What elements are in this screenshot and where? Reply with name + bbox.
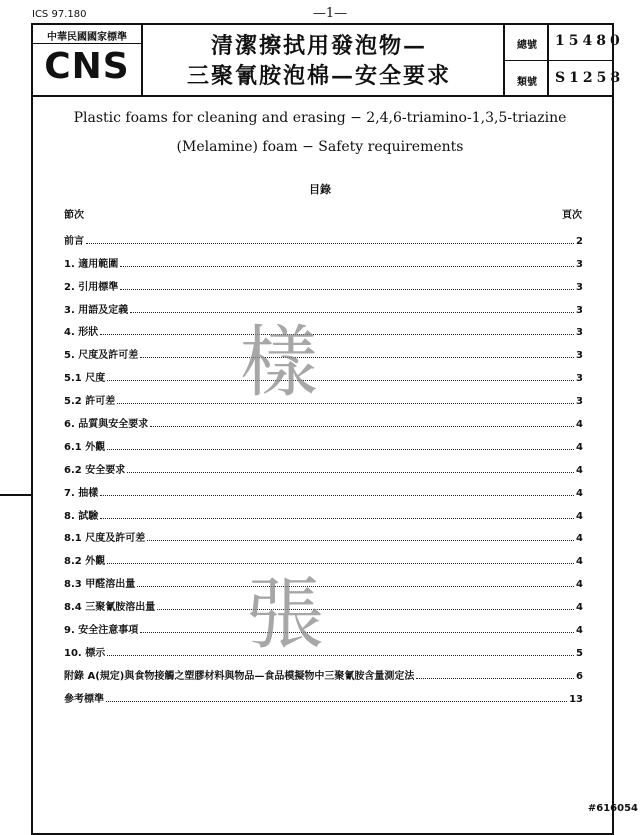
toc-entry-page: 3: [576, 304, 583, 316]
toc-entry-title: 8. 試驗: [64, 510, 99, 522]
toc-row: [64, 338, 583, 361]
toc-leader-dots: [107, 655, 574, 656]
watermark-char-2: 張: [246, 570, 325, 660]
toc-entry-page: 5: [576, 647, 583, 659]
toc-row: [64, 247, 583, 270]
class-no: S1258: [555, 70, 625, 86]
toc-entry-title: 7. 抽樣: [64, 487, 99, 499]
header-divider: [33, 95, 612, 97]
toc-row: [64, 270, 583, 293]
title-zh-line1: 清潔擦拭用發泡物—: [210, 33, 427, 59]
toc-col-section: 節次: [64, 210, 84, 221]
toc-row: [64, 407, 583, 430]
toc-entry-title: 9. 安全注意事項: [64, 625, 139, 637]
toc-row: [64, 316, 583, 339]
toc-row: [64, 476, 583, 499]
toc-entry-page: 2: [576, 235, 583, 247]
toc-entry-title: 8.1 尺度及許可差: [64, 533, 146, 545]
toc-leader-dots: [100, 518, 574, 519]
toc-entry-title: 1. 適用範圍: [64, 258, 119, 270]
page-number: —1—: [312, 6, 348, 21]
title-en-line1: Plastic foams for cleaning and erasing − 2,4,6-triamino-1,3,5-triazine: [73, 110, 567, 126]
toc-row: [64, 361, 583, 384]
toc-entry-page: 4: [576, 556, 583, 568]
cns-logo: CNS: [44, 46, 130, 87]
toc-entry-title: 5. 尺度及許可差: [64, 350, 139, 362]
toc-leader-dots: [106, 701, 567, 702]
toc-leader-dots: [120, 266, 574, 267]
title-zh-line2: 三聚氰胺泡棉—安全要求: [186, 63, 451, 89]
toc-leader-dots: [140, 632, 574, 633]
toc-row: [64, 293, 583, 316]
logo-divider: [141, 25, 143, 95]
toc-leader-dots: [107, 380, 574, 381]
toc-entry-title: 8.3 甲醛溶出量: [64, 579, 136, 591]
number-divider: [503, 60, 614, 61]
toc-entry-page: 13: [569, 693, 583, 705]
toc-entry-page: 3: [576, 258, 583, 270]
toc-entry-page: 4: [576, 533, 583, 545]
toc-entry-page: 4: [576, 487, 583, 499]
toc-entry-title: 前言: [64, 235, 84, 247]
toc-entry-title: 6.1 外觀: [64, 441, 106, 453]
toc-entry-title: 附錄 A(規定)與食物接觸之塑膠材料與物品—食品模擬物中三聚氰胺含量測定法: [64, 670, 415, 682]
toc-leader-dots: [107, 563, 574, 564]
toc-entry-title: 2. 引用標準: [64, 281, 119, 293]
toc-entry-page: 3: [576, 350, 583, 362]
title-en-line2: (Melamine) foam − Safety requirements: [176, 139, 464, 155]
toc-leader-dots: [140, 357, 574, 358]
toc-leader-dots: [130, 312, 574, 313]
toc-leader-dots: [100, 334, 574, 335]
toc-entry-page: 4: [576, 419, 583, 431]
toc-entry-title: 5.1 尺度: [64, 373, 106, 385]
total-no: 15480: [555, 33, 624, 49]
toc-leader-dots: [120, 289, 574, 290]
toc-entry-page: 6: [576, 670, 583, 682]
toc-entry-title: 6.2 安全要求: [64, 464, 126, 476]
toc-entry-title: 8.2 外觀: [64, 556, 106, 568]
toc-entry-page: 4: [576, 464, 583, 476]
toc-row: [64, 430, 583, 453]
toc-row: [64, 384, 583, 407]
toc-leader-dots: [107, 449, 574, 450]
toc-leader-dots: [117, 403, 574, 404]
toc-col-page: 頁次: [562, 210, 582, 221]
title-zh: [145, 31, 493, 91]
toc-entry-title: 參考標準: [64, 693, 104, 705]
toc-entry-page: 3: [576, 281, 583, 293]
toc-leader-dots: [137, 586, 574, 587]
toc-heading: 目錄: [309, 183, 331, 196]
watermark-char-1: 樣: [240, 318, 319, 408]
toc-entry-page: 4: [576, 510, 583, 522]
toc-entry-page: 4: [576, 625, 583, 637]
toc-leader-dots: [147, 540, 574, 541]
toc-entry-title: 3. 用語及定義: [64, 304, 129, 316]
toc-leader-dots: [150, 426, 574, 427]
toc-leader-dots: [157, 609, 574, 610]
toc-row: [64, 453, 583, 476]
toc-entry-title: 8.4 三聚氰胺溶出量: [64, 602, 156, 614]
toc-entry-title: 4. 形狀: [64, 327, 99, 339]
toc-entry-title: 10. 標示: [64, 647, 106, 659]
total-no-label: 總號: [517, 40, 537, 51]
toc-row: [64, 224, 583, 247]
ics-code: ICS 97.180: [32, 9, 87, 20]
class-no-label: 類號: [517, 77, 537, 88]
doc-stamp: #616054: [587, 803, 638, 814]
toc-entry-page: 4: [576, 602, 583, 614]
toc-row: [64, 682, 583, 705]
margin-mark: [0, 494, 32, 496]
toc-entry-page: 3: [576, 396, 583, 408]
toc-entry-page: 3: [576, 373, 583, 385]
org-name: 中華民國國家標準: [47, 32, 127, 43]
toc-leader-dots: [100, 495, 574, 496]
toc-entry-title: 6. 品質與安全要求: [64, 419, 149, 431]
toc-entry-page: 4: [576, 441, 583, 453]
toc-entry-page: 4: [576, 579, 583, 591]
toc-entry-title: 5.2 許可差: [64, 396, 116, 408]
toc-leader-dots: [127, 472, 574, 473]
toc-row: [64, 522, 583, 545]
toc-leader-dots: [416, 678, 574, 679]
toc-entry-page: 3: [576, 327, 583, 339]
toc-leader-dots: [86, 243, 574, 244]
toc-row: [64, 499, 583, 522]
